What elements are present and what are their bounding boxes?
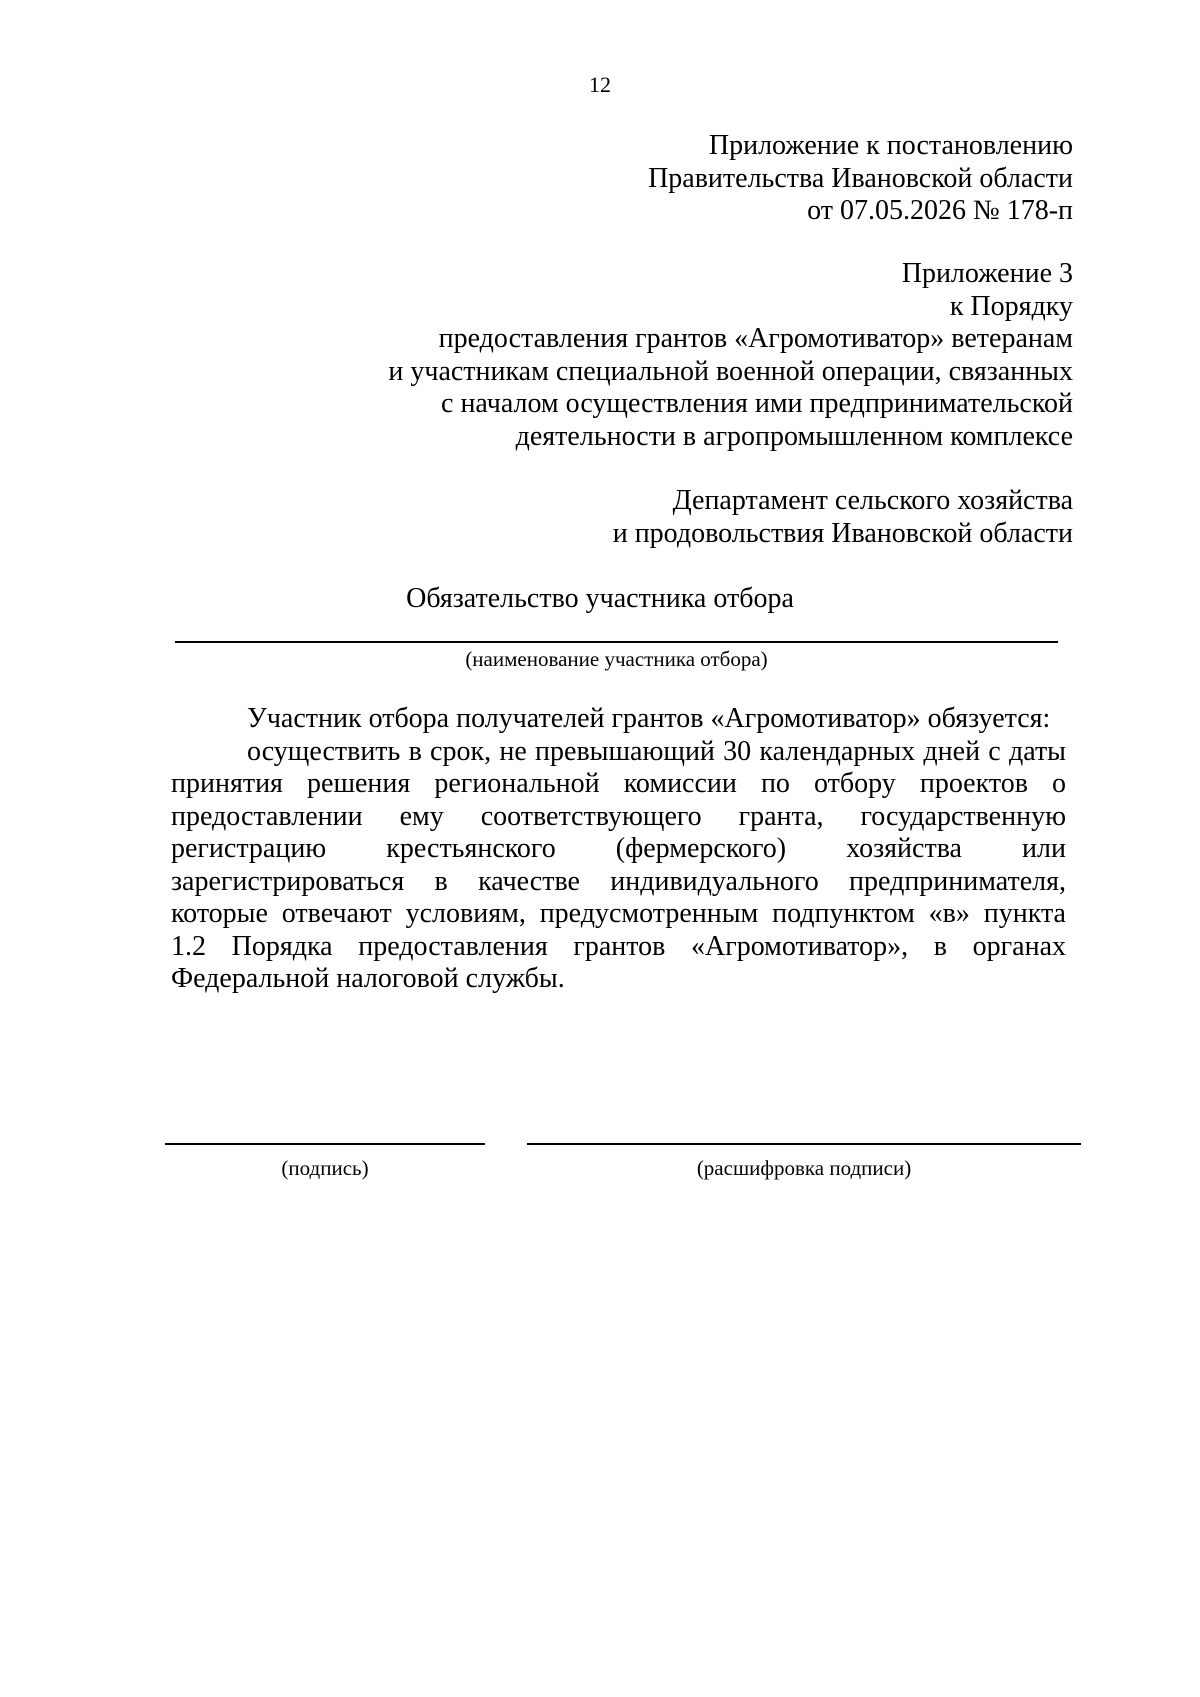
appendix-line: и участникам специальной военной операции, связанных [388, 355, 1073, 387]
appendix-line: деятельности в агропромышленном комплексе [515, 420, 1073, 452]
appendix-line: к Порядку [949, 290, 1073, 322]
appendix-line: с началом осуществления ими предпринимательской [441, 388, 1073, 419]
signature-transcript-line [527, 1143, 1081, 1145]
obligation-body [171, 703, 1066, 996]
participant-name-line [175, 641, 1058, 643]
appendix-line: предоставления грантов «Агромотиватор» ветеранам [438, 323, 1073, 354]
document-title: Обязательство участника отбора [406, 583, 794, 614]
addressee-line: и продовольствия Ивановской области [612, 517, 1073, 549]
appendix-header [313, 258, 1073, 453]
approval-line: от 07.05.2026 № 178-п [807, 195, 1073, 226]
signature-transcript-caption: (расшифровка подписи) [696, 1156, 912, 1180]
page-number: 12 [589, 72, 611, 97]
body-paragraph: Участник отбора получателей грантов «Агромотиватор» обязуется: [247, 703, 1051, 734]
appendix-line: Приложение 3 [901, 258, 1073, 289]
approval-header [313, 130, 1073, 228]
participant-name-caption: (наименование участника отбора) [465, 647, 768, 671]
signature-caption: (подпись) [281, 1156, 369, 1180]
signature-line [165, 1143, 485, 1145]
body-paragraph: осуществить в срок, не превышающий 30 календарных дней с даты принятия решения региональной комиссии по отбору проектов о предоставлении ему соответствующего гранта, государственную регистрацию крестьянского (фермерского) хозяйства или зарегистрироваться в качестве индивидуального предпринимателя, которые отвечают условиям, предусмотренным подпунктом «в» пункта 1.2 Порядка предоставления грантов «Агромотиватор», в органах Федеральной налоговой службы. [171, 735, 1066, 994]
addressee-block [313, 485, 1073, 550]
addressee-line: Департамент сельского хозяйства [672, 485, 1073, 516]
approval-line: Приложение к постановлению [708, 130, 1073, 161]
approval-line: Правительства Ивановской области [648, 162, 1073, 194]
